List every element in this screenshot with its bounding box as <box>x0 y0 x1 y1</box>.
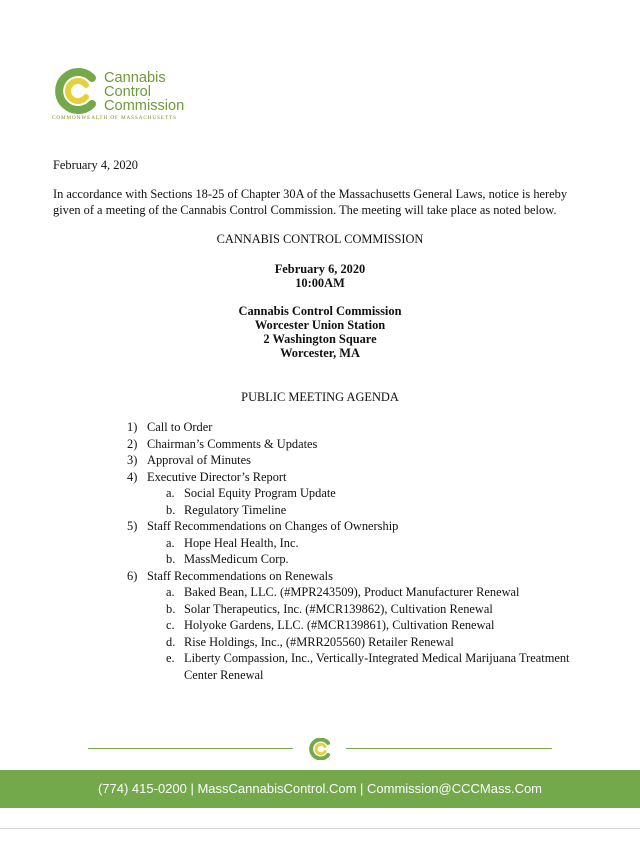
agenda-subitem-label: Solar Therapeutics, Inc. (#MCR139862), Cultivation Renewal <box>184 601 493 616</box>
agenda-subitem-label: Social Equity Program Update <box>184 486 336 500</box>
agenda-item <box>127 436 597 453</box>
footer-divider-right <box>346 748 552 749</box>
agenda-item-number: 3) <box>127 453 138 467</box>
agenda-subitem <box>127 584 597 601</box>
agenda-subitem <box>127 485 597 502</box>
footer-contact: (774) 415-0200 | MassCannabisControl.Com | Commission@CCCMass.Com <box>97 781 543 796</box>
agenda-subitem-label: Rise Holdings, Inc., (#MRR205560) Retailer Renewal <box>184 634 454 649</box>
agenda-subitem-label: Baked Bean, LLC. (#MPR243509), Product Manufacturer Renewal <box>184 585 520 599</box>
agenda-subitem-letter: b. <box>166 552 176 566</box>
agenda-item-number: 2) <box>127 436 138 451</box>
letter-date: February 4, 2020 <box>53 158 138 172</box>
cc-logo-icon <box>52 68 100 114</box>
agenda-subitem-label: Regulatory Timeline <box>184 502 287 517</box>
agenda-item-label: Staff Recommendations on Changes of Ownership <box>147 519 399 533</box>
intro-paragraph: In accordance with Sections 18-25 of Chapter 30A of the Massachusetts General Laws, notice is hereby given of a meeting of the Cannabis Control Commission. The meeting will take place as noted below. <box>53 187 568 217</box>
agenda-item-number: 4) <box>127 469 138 484</box>
commission-logo <box>52 68 202 122</box>
agenda-item-label: Chairman’s Comments & Updates <box>147 436 318 451</box>
agenda-item <box>127 568 597 585</box>
agenda-title: PUBLIC MEETING AGENDA <box>241 390 399 404</box>
meeting-date: February 6, 2020 <box>274 262 366 276</box>
footer-bar <box>0 770 640 808</box>
agenda-subitem <box>127 502 597 519</box>
agenda-subitem <box>127 617 597 634</box>
logo-line-1: Cannabis <box>104 70 166 86</box>
agenda-subitem-letter: d. <box>166 634 176 649</box>
logo-wordmark <box>104 71 184 113</box>
agenda-subitem-letter: e. <box>166 651 175 665</box>
agenda-subitem-letter: c. <box>166 618 175 632</box>
meeting-location <box>0 304 640 360</box>
agenda-item <box>127 469 597 486</box>
location-line-1: Cannabis Control Commission <box>238 304 402 318</box>
logo-line-3: Commission <box>104 98 185 114</box>
agenda-subitem-letter: a. <box>166 535 175 550</box>
page-edge-divider <box>0 828 640 829</box>
agenda-item-label: Executive Director’s Report <box>147 469 287 484</box>
agenda-subitem-letter: a. <box>166 585 175 599</box>
agenda-item <box>127 518 597 535</box>
cc-footer-logo-icon <box>308 738 332 760</box>
location-line-3: 2 Washington Square <box>263 332 377 346</box>
agenda-item-label: Approval of Minutes <box>147 453 251 467</box>
agenda-item-number: 6) <box>127 568 138 583</box>
agenda-subitem-letter: b. <box>166 502 176 517</box>
agenda-subitem-label: Liberty Compassion, Inc., Vertically-Integrated Medical Marijuana Treatment Center Renewal <box>184 651 570 682</box>
meeting-time: 10:00AM <box>295 276 345 290</box>
agenda-subitem <box>127 551 597 568</box>
agenda-item-label: Staff Recommendations on Renewals <box>147 568 333 583</box>
agenda-subitem-label: Hope Heal Health, Inc. <box>184 535 299 550</box>
agenda-subitem <box>127 650 597 683</box>
meeting-datetime <box>0 262 640 290</box>
agenda-item <box>127 452 597 469</box>
agenda-subitem-letter: b. <box>166 601 176 616</box>
agenda-item-number: 5) <box>127 519 138 533</box>
agenda-subitem-label: MassMedicum Corp. <box>184 552 289 566</box>
footer-divider-left <box>88 748 293 749</box>
agenda-item-label: Call to Order <box>147 420 213 434</box>
agenda-subitem-letter: a. <box>166 486 175 500</box>
org-heading: CANNABIS CONTROL COMMISSION <box>216 232 424 246</box>
location-line-2: Worcester Union Station <box>254 318 386 332</box>
agenda-subitem <box>127 634 597 651</box>
agenda-item-number: 1) <box>127 420 138 434</box>
agenda-list <box>127 419 597 683</box>
agenda-subitem <box>127 601 597 618</box>
location-line-4: Worcester, MA <box>280 346 360 360</box>
agenda-subitem-label: Holyoke Gardens, LLC. (#MCR139861), Cultivation Renewal <box>184 618 495 632</box>
logo-line-2: Control <box>104 84 152 100</box>
agenda-subitem <box>127 535 597 552</box>
logo-subtitle: COMMONWEALTH OF MASSACHUSETTS <box>52 115 177 121</box>
agenda-item <box>127 419 597 436</box>
